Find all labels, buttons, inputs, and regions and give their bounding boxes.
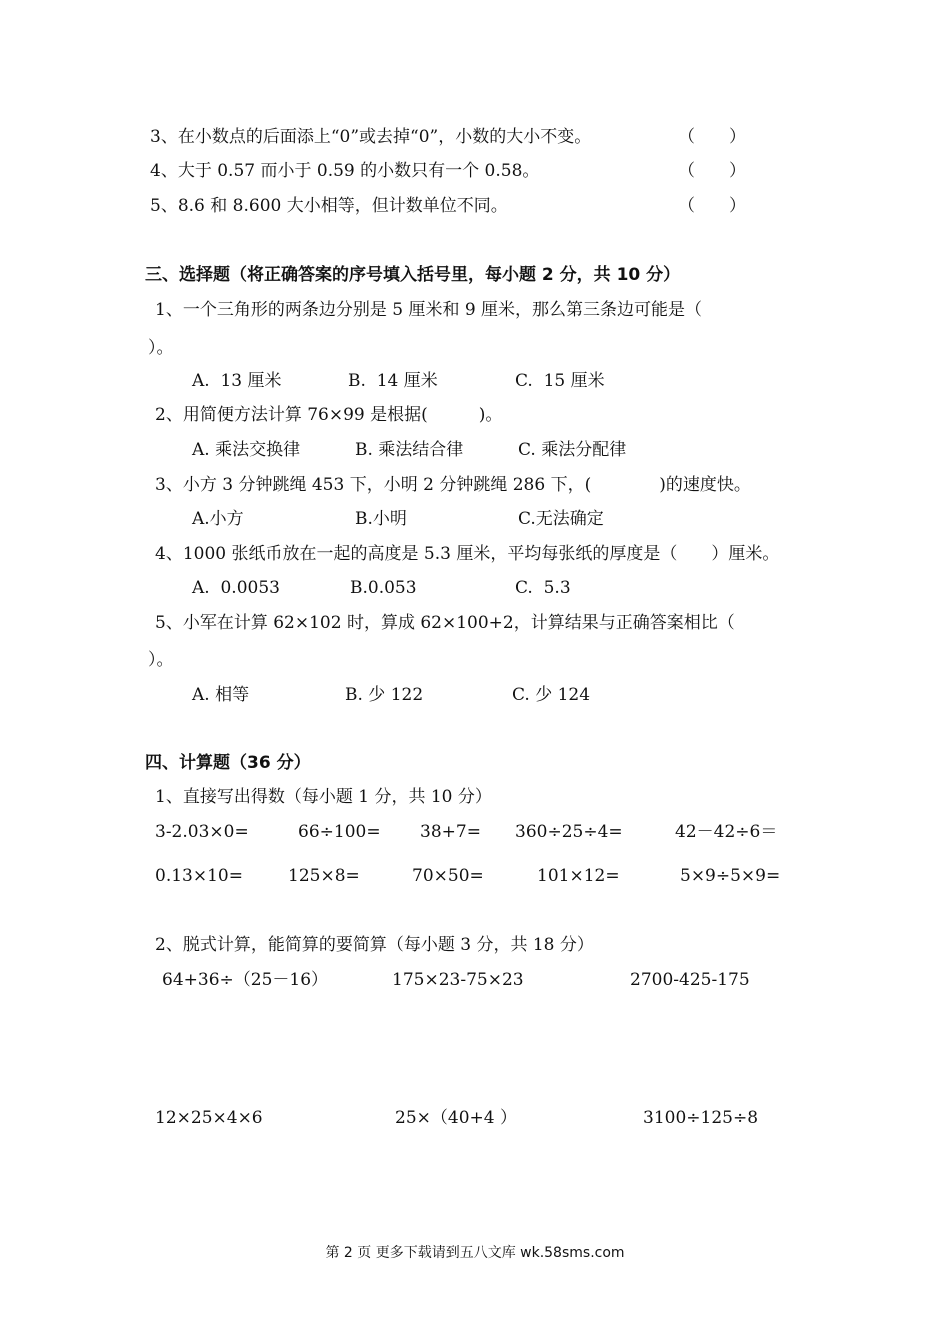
judge-item-3: 3、在小数点的后面添上“0”或去掉“0”，小数的大小不变。 [150, 127, 592, 147]
option-b: B.0.053 [350, 578, 417, 598]
mental-calc-item: 5×9÷5×9= [680, 866, 781, 886]
judge-item-5: 5、8.6 和 8.600 大小相等，但计数单位不同。 [150, 196, 508, 216]
option-b: B. 14 厘米 [348, 371, 438, 391]
written-calc-item: 25×（40+4 ） [395, 1108, 517, 1128]
written-calc-item: 2700-425-175 [630, 970, 750, 990]
mental-calc-item: 38+7= [420, 822, 481, 842]
judge-item-4: 4、大于 0.57 而小于 0.59 的小数只有一个 0.58。 [150, 161, 540, 181]
section-heading-choice: 三、选择题（将正确答案的序号填入括号里，每小题 2 分，共 10 分） [145, 265, 681, 285]
question-text-continued: ）。 [148, 650, 174, 670]
option-c: C. 少 124 [512, 685, 591, 705]
question-text: 3、小方 3 分钟跳绳 453 下，小明 2 分钟跳绳 286 下，( )的速度快。 [155, 475, 751, 495]
option-b: B. 少 122 [345, 685, 424, 705]
mental-calc-item: 0.13×10= [155, 866, 243, 886]
option-a: A. 相等 [192, 685, 250, 705]
option-a: A.小方 [192, 509, 244, 529]
option-c: C. 5.3 [515, 578, 571, 598]
option-c: C. 乘法分配律 [518, 440, 627, 460]
option-b: B.小明 [355, 509, 407, 529]
mental-calc-item: 66÷100= [298, 822, 381, 842]
option-a: A. 乘法交换律 [192, 440, 301, 460]
written-calc-item: 64+36÷（25－16） [162, 970, 329, 990]
option-c: C. 15 厘米 [515, 371, 605, 391]
subsection-title: 1、直接写出得数（每小题 1 分，共 10 分） [155, 787, 492, 807]
question-text-continued: ）。 [148, 338, 174, 358]
page-footer: 第 2 页 更多下载请到五八文库 wk.58sms.com [325, 1245, 625, 1261]
answer-paren: （ ） [678, 161, 746, 181]
option-b: B. 乘法结合律 [355, 440, 464, 460]
mental-calc-item: 360÷25÷4= [515, 822, 623, 842]
question-text: 4、1000 张纸币放在一起的高度是 5.3 厘米，平均每张纸的厚度是（ ）厘米。 [155, 544, 780, 564]
written-calc-item: 3100÷125÷8 [643, 1108, 759, 1128]
mental-calc-item: 125×8= [288, 866, 360, 886]
answer-paren: （ ） [678, 196, 746, 216]
subsection-title: 2、脱式计算，能简算的要简算（每小题 3 分，共 18 分） [155, 935, 594, 955]
option-c: C.无法确定 [518, 509, 604, 529]
option-a: A. 13 厘米 [192, 371, 282, 391]
option-a: A. 0.0053 [192, 578, 280, 598]
written-calc-item: 12×25×4×6 [155, 1108, 263, 1128]
section-heading-calc: 四、计算题（36 分） [145, 753, 311, 773]
written-calc-item: 175×23-75×23 [392, 970, 524, 990]
mental-calc-item: 42－42÷6＝ [675, 822, 778, 842]
answer-paren: （ ） [678, 127, 746, 147]
mental-calc-item: 3-2.03×0= [155, 822, 249, 842]
mental-calc-item: 101×12= [537, 866, 620, 886]
mental-calc-item: 70×50= [412, 866, 484, 886]
question-text: 2、用简便方法计算 76×99 是根据( )。 [155, 405, 503, 425]
question-text: 1、一个三角形的两条边分别是 5 厘米和 9 厘米，那么第三条边可能是（ [155, 300, 703, 320]
question-text: 5、小军在计算 62×102 时，算成 62×100+2，计算结果与正确答案相比（ [155, 613, 735, 633]
